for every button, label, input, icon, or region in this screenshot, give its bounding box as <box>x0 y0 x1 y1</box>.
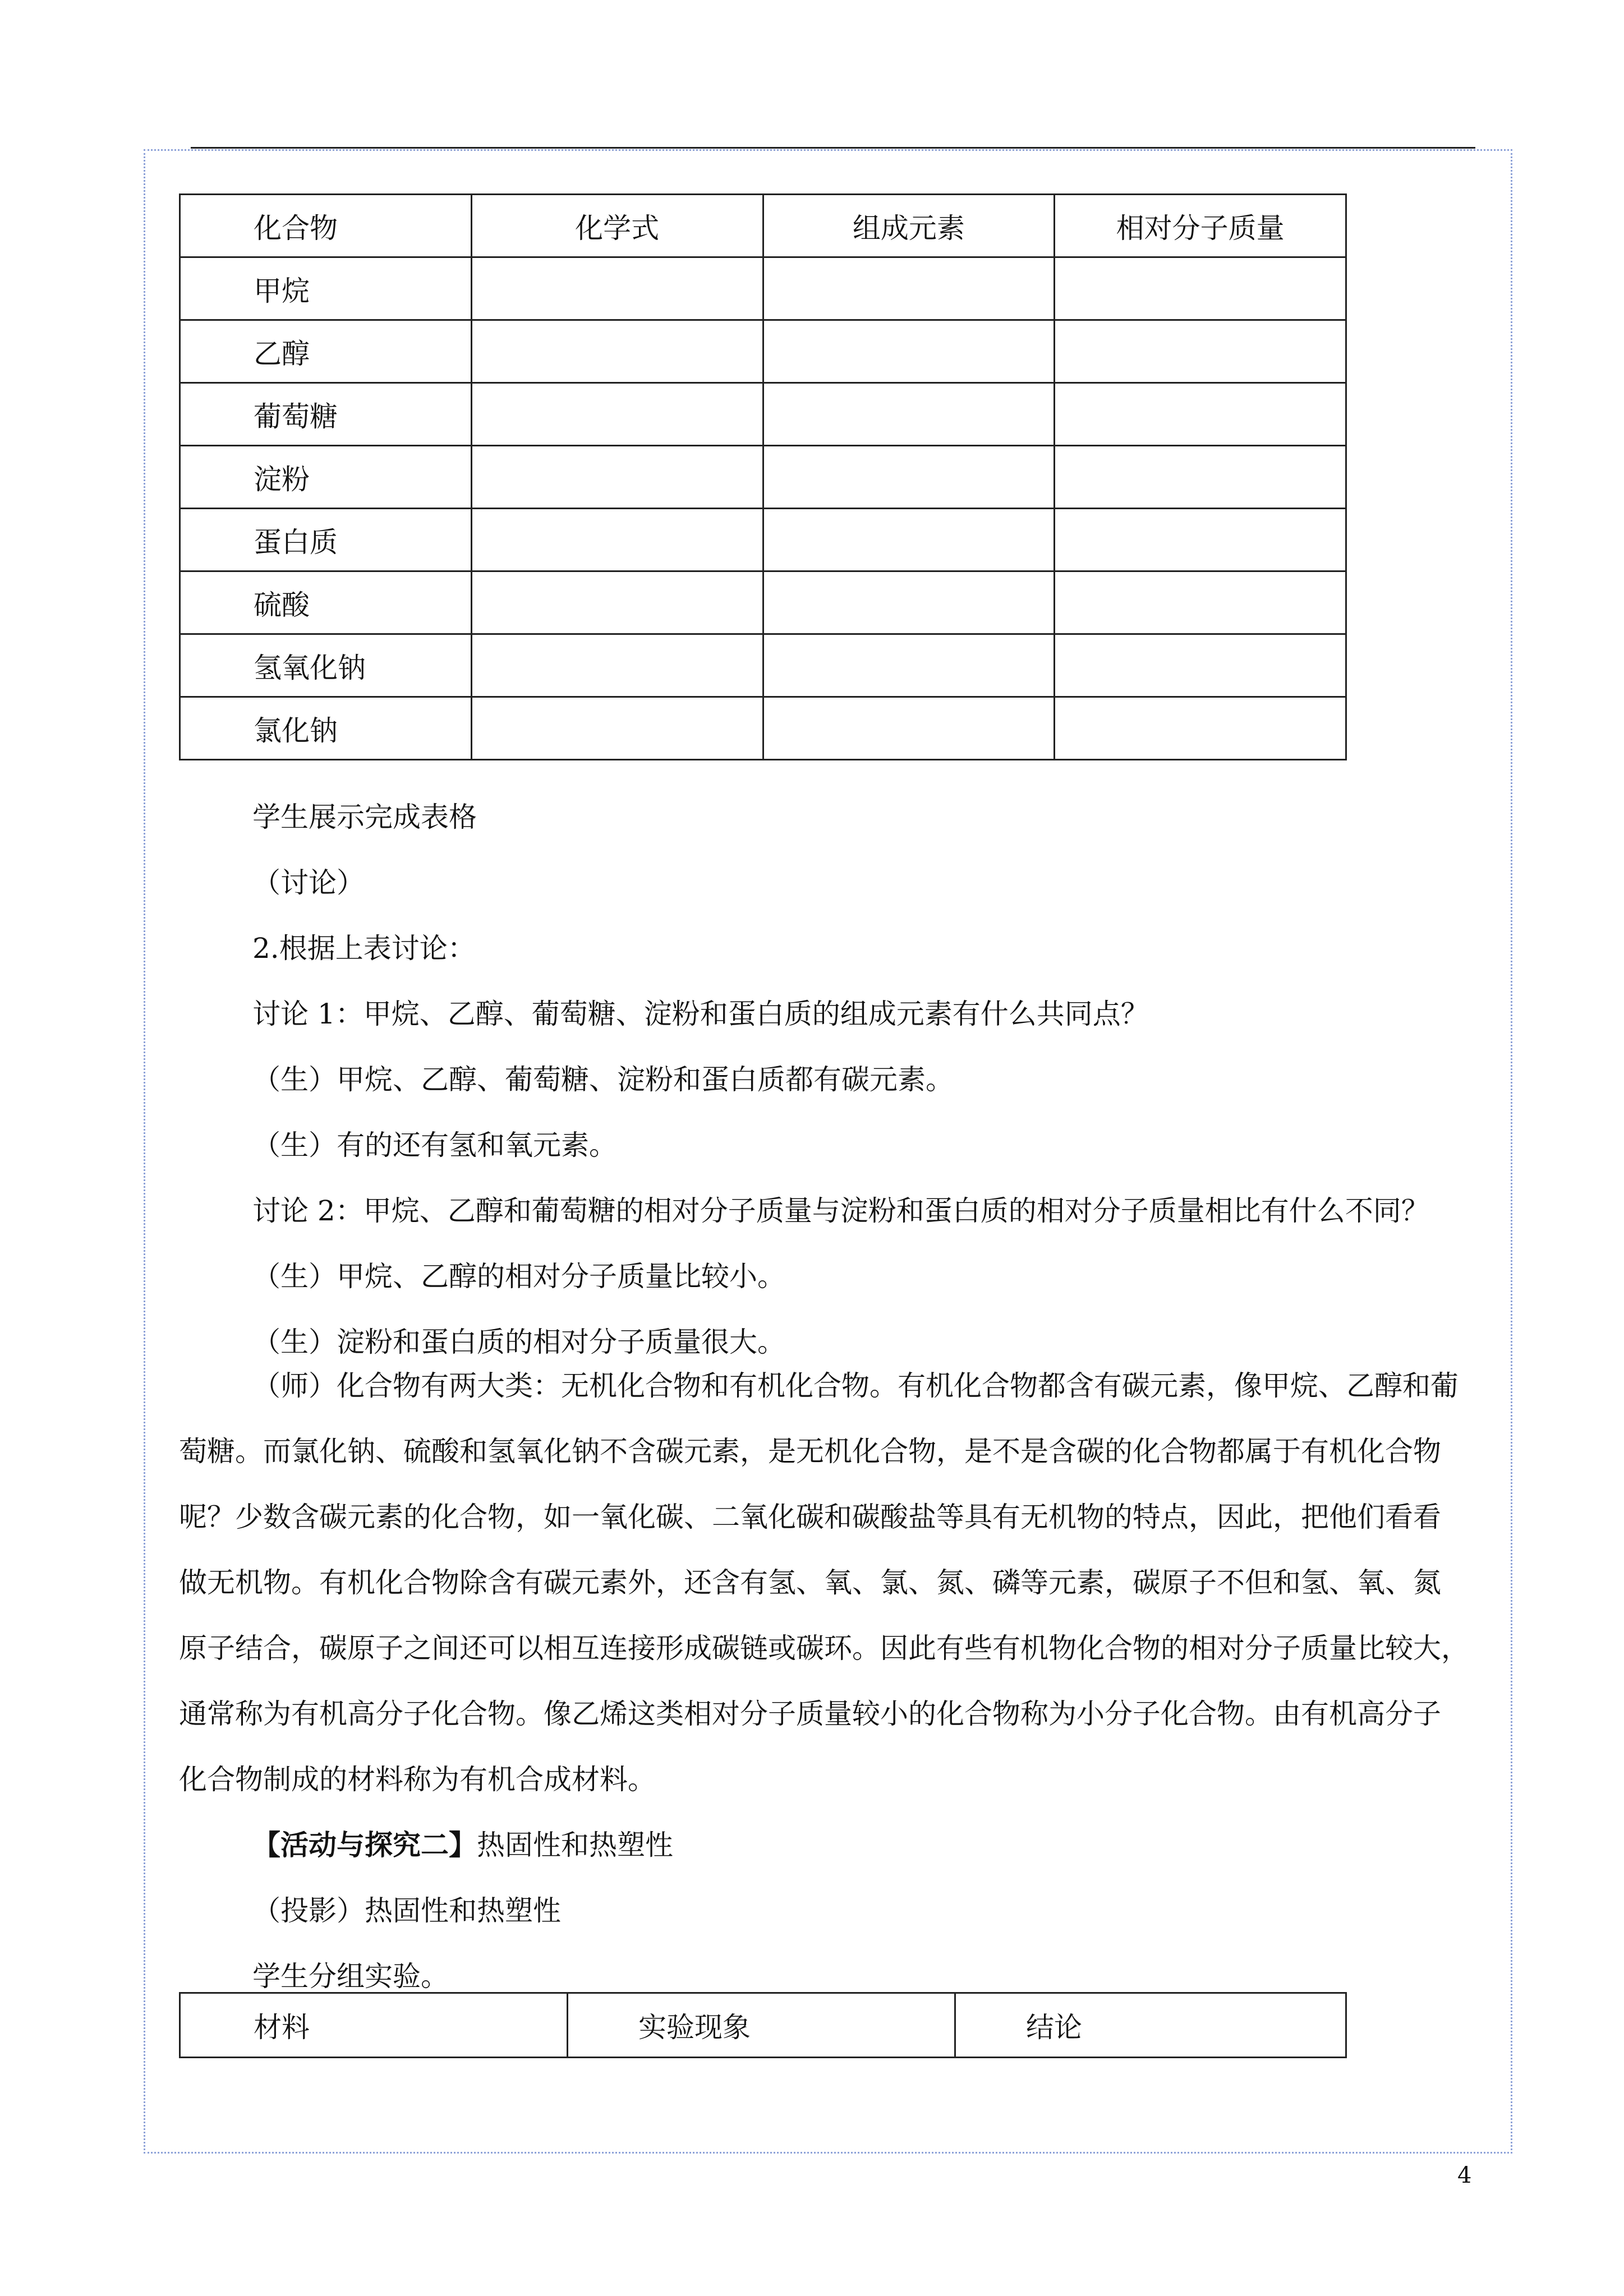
student-answer: （生）淀粉和蛋白质的相对分子质量很大。 <box>252 1326 785 1358</box>
table-header-row <box>180 1993 1346 2058</box>
activity-heading <box>252 1828 673 1861</box>
text-line: 2.根据上表讨论： <box>252 932 476 965</box>
student-answer: （生）有的还有氢和氧元素。 <box>252 1129 617 1161</box>
mass-cell[interactable] <box>1055 634 1346 697</box>
table-row <box>180 446 1346 509</box>
elements-cell[interactable] <box>763 257 1055 320</box>
teacher-paragraph-line: （师）化合物有两大类：无机化合物和有机化合物。有机化合物都含有碳元素，像甲烷、乙醇和葡 <box>252 1370 1459 1402</box>
elements-cell[interactable] <box>763 320 1055 383</box>
formula-cell[interactable] <box>471 571 763 634</box>
mass-cell[interactable] <box>1055 257 1346 320</box>
page-number: 4 <box>1457 2163 1472 2188</box>
formula-cell[interactable] <box>471 446 763 509</box>
mass-cell[interactable] <box>1055 320 1346 383</box>
teacher-paragraph-line: 萄糖。而氯化钠、硫酸和氢氧化钠不含碳元素，是无机化合物，是不是含碳的化合物都属于有机化合物 <box>179 1435 1441 1468</box>
compound-name: 甲烷 <box>180 257 472 320</box>
elements-cell[interactable] <box>763 383 1055 446</box>
header-rule <box>191 147 1475 149</box>
table-row <box>180 571 1346 634</box>
table-row <box>180 697 1346 760</box>
elements-cell[interactable] <box>763 571 1055 634</box>
mass-cell[interactable] <box>1055 697 1346 760</box>
elements-cell[interactable] <box>763 697 1055 760</box>
compound-table <box>179 193 1347 760</box>
compound-name: 氯化钠 <box>180 697 472 760</box>
elements-cell[interactable] <box>763 509 1055 571</box>
discussion-question: 讨论 2：甲烷、乙醇和葡萄糖的相对分子质量与淀粉和蛋白质的相对分子质量相比有什么不同？ <box>252 1195 1429 1227</box>
activity-subtitle: 热固性和热塑性 <box>477 1829 673 1861</box>
teacher-paragraph-line: 做无机物。有机化合物除含有碳元素外，还含有氢、氧、氯、氮、磷等元素，碳原子不但和氢、氧、氮 <box>179 1566 1441 1599</box>
formula-cell[interactable] <box>471 320 763 383</box>
text-line: （讨论） <box>252 866 365 899</box>
table-row <box>180 509 1346 571</box>
activity-title: 【活动与探究二】 <box>252 1828 477 1861</box>
table-row <box>180 634 1346 697</box>
table-header-cell: 结论 <box>955 1993 1346 2058</box>
table-header-cell: 相对分子质量 <box>1055 195 1346 257</box>
table-header-cell: 化学式 <box>471 195 763 257</box>
student-answer: （生）甲烷、乙醇、葡萄糖、淀粉和蛋白质都有碳元素。 <box>252 1063 954 1096</box>
experiment-table <box>179 1992 1347 2058</box>
table-header-cell: 材料 <box>180 1993 568 2058</box>
table-header-cell: 组成元素 <box>763 195 1055 257</box>
table-row <box>180 257 1346 320</box>
mass-cell[interactable] <box>1055 571 1346 634</box>
table-header-cell: 化合物 <box>180 195 472 257</box>
compound-name: 淀粉 <box>180 446 472 509</box>
teacher-paragraph-line: 通常称为有机高分子化合物。像乙烯这类相对分子质量较小的化合物称为小分子化合物。由有机高分子 <box>179 1698 1441 1730</box>
formula-cell[interactable] <box>471 634 763 697</box>
formula-cell[interactable] <box>471 257 763 320</box>
table-row <box>180 383 1346 446</box>
teacher-paragraph-line: 原子结合，碳原子之间还可以相互连接形成碳链或碳环。因此有些有机物化合物的相对分子质量比较大， <box>179 1632 1469 1665</box>
teacher-paragraph-line: 化合物制成的材料称为有机合成材料。 <box>179 1763 656 1796</box>
mass-cell[interactable] <box>1055 383 1346 446</box>
discussion-question: 讨论 1：甲烷、乙醇、葡萄糖、淀粉和蛋白质的组成元素有什么共同点？ <box>252 998 1149 1030</box>
mass-cell[interactable] <box>1055 446 1346 509</box>
table-header-cell: 实验现象 <box>568 1993 955 2058</box>
elements-cell[interactable] <box>763 446 1055 509</box>
compound-name: 葡萄糖 <box>180 383 472 446</box>
compound-name: 蛋白质 <box>180 509 472 571</box>
table-row <box>180 320 1346 383</box>
formula-cell[interactable] <box>471 383 763 446</box>
formula-cell[interactable] <box>471 697 763 760</box>
elements-cell[interactable] <box>763 634 1055 697</box>
mass-cell[interactable] <box>1055 509 1346 571</box>
text-line: 学生分组实验。 <box>252 1960 449 1993</box>
compound-name: 氢氧化钠 <box>180 634 472 697</box>
student-answer: （生）甲烷、乙醇的相对分子质量比较小。 <box>252 1260 785 1293</box>
compound-name: 乙醇 <box>180 320 472 383</box>
teacher-paragraph-line: 呢？少数含碳元素的化合物，如一氧化碳、二氧化碳和碳酸盐等具有无机物的特点，因此，把他们看看 <box>179 1501 1441 1533</box>
text-line: 学生展示完成表格 <box>252 801 477 833</box>
text-line: （投影）热固性和热塑性 <box>252 1894 561 1927</box>
formula-cell[interactable] <box>471 509 763 571</box>
table-header-row <box>180 195 1346 257</box>
compound-name: 硫酸 <box>180 571 472 634</box>
